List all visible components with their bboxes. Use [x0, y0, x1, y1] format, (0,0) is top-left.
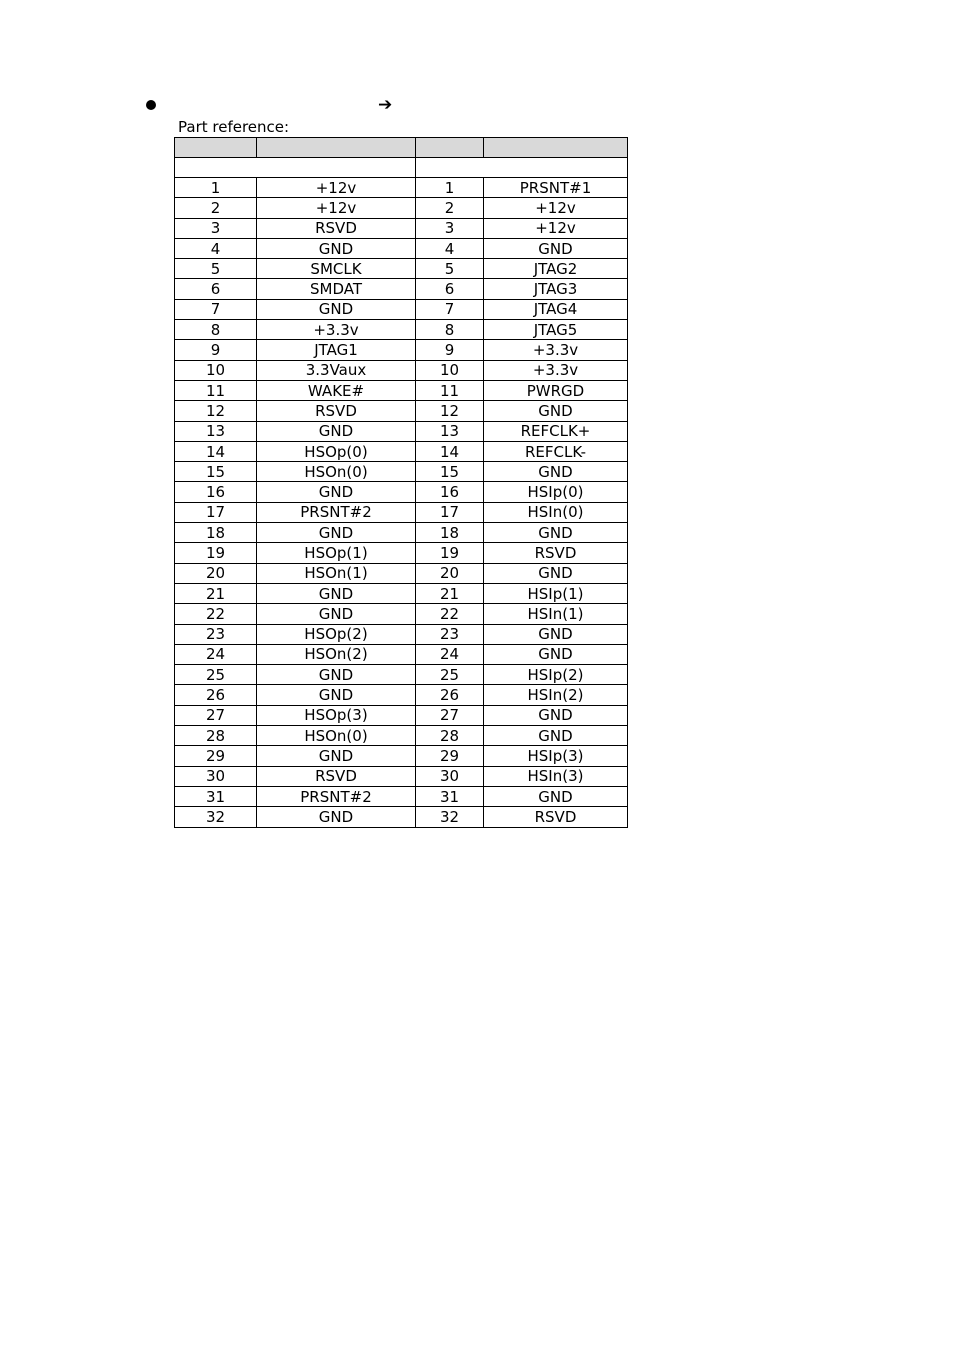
signal-name-b: GND	[484, 401, 628, 421]
pin-number-b: 23	[416, 624, 484, 644]
pin-number-a: 16	[175, 482, 257, 502]
pin-number-b: 1	[416, 178, 484, 198]
signal-name-a: HSOp(0)	[257, 441, 416, 461]
signal-name-b: GND	[484, 462, 628, 482]
signal-name-a: GND	[257, 604, 416, 624]
signal-name-b: JTAG5	[484, 320, 628, 340]
signal-name-b: JTAG4	[484, 299, 628, 319]
signal-name-a: +3.3v	[257, 320, 416, 340]
signal-name-a: SMCLK	[257, 259, 416, 279]
table-row	[175, 705, 628, 725]
pin-number-a: 14	[175, 441, 257, 461]
pin-number-a: 13	[175, 421, 257, 441]
signal-name-b: HSIn(2)	[484, 685, 628, 705]
signal-name-a: 3.3Vaux	[257, 360, 416, 380]
table-header-row	[175, 138, 628, 158]
pin-number-b: 17	[416, 502, 484, 522]
header-cell	[175, 138, 257, 158]
table-row	[175, 543, 628, 563]
pin-number-b: 4	[416, 238, 484, 258]
signal-name-a: HSOp(2)	[257, 624, 416, 644]
table-row	[175, 279, 628, 299]
signal-name-a: WAKE#	[257, 380, 416, 400]
signal-name-a: GND	[257, 685, 416, 705]
pin-table-body	[175, 138, 628, 828]
table-row	[175, 665, 628, 685]
pin-number-a: 24	[175, 644, 257, 664]
pin-number-a: 31	[175, 786, 257, 806]
signal-name-b: RSVD	[484, 807, 628, 827]
table-row	[175, 563, 628, 583]
signal-name-a: +12v	[257, 178, 416, 198]
pin-number-a: 26	[175, 685, 257, 705]
table-row	[175, 380, 628, 400]
signal-name-a: GND	[257, 482, 416, 502]
signal-name-b: +12v	[484, 198, 628, 218]
table-row	[175, 238, 628, 258]
pin-number-b: 25	[416, 665, 484, 685]
pin-number-a: 3	[175, 218, 257, 238]
pin-number-a: 20	[175, 563, 257, 583]
pin-number-a: 4	[175, 238, 257, 258]
table-row	[175, 624, 628, 644]
signal-name-a: GND	[257, 665, 416, 685]
signal-name-a: RSVD	[257, 401, 416, 421]
signal-name-a: GND	[257, 746, 416, 766]
bullet-icon	[146, 100, 156, 110]
pin-number-a: 25	[175, 665, 257, 685]
signal-name-a: GND	[257, 523, 416, 543]
signal-name-a: GND	[257, 238, 416, 258]
signal-name-b: HSIp(3)	[484, 746, 628, 766]
signal-name-a: GND	[257, 421, 416, 441]
signal-name-a: PRSNT#2	[257, 502, 416, 522]
pin-assignment-table	[174, 137, 628, 828]
pin-number-b: 28	[416, 726, 484, 746]
signal-name-b: HSIn(0)	[484, 502, 628, 522]
pin-number-b: 27	[416, 705, 484, 725]
table-row	[175, 259, 628, 279]
pin-number-a: 19	[175, 543, 257, 563]
pin-number-b: 13	[416, 421, 484, 441]
signal-name-b: GND	[484, 644, 628, 664]
signal-name-a: GND	[257, 299, 416, 319]
signal-name-b: GND	[484, 238, 628, 258]
header-cell	[257, 138, 416, 158]
signal-name-b: HSIp(0)	[484, 482, 628, 502]
arrow-right-icon: ➔	[378, 95, 393, 115]
signal-name-a: GND	[257, 807, 416, 827]
signal-name-b: HSIp(2)	[484, 665, 628, 685]
table-row	[175, 218, 628, 238]
pin-number-a: 8	[175, 320, 257, 340]
signal-name-b: RSVD	[484, 543, 628, 563]
table-row	[175, 299, 628, 319]
pin-number-b: 10	[416, 360, 484, 380]
pin-number-b: 6	[416, 279, 484, 299]
signal-name-b: GND	[484, 786, 628, 806]
signal-name-b: +3.3v	[484, 360, 628, 380]
signal-name-a: HSOn(0)	[257, 726, 416, 746]
header-cell	[416, 138, 484, 158]
signal-name-a: HSOn(1)	[257, 563, 416, 583]
pin-number-b: 2	[416, 198, 484, 218]
table-row	[175, 421, 628, 441]
pin-number-a: 6	[175, 279, 257, 299]
pin-number-b: 29	[416, 746, 484, 766]
pin-number-a: 15	[175, 462, 257, 482]
signal-name-a: GND	[257, 583, 416, 603]
signal-name-b: +3.3v	[484, 340, 628, 360]
table-blank-row	[175, 158, 628, 178]
signal-name-b: HSIp(1)	[484, 583, 628, 603]
table-row	[175, 340, 628, 360]
pin-number-b: 18	[416, 523, 484, 543]
pin-number-b: 3	[416, 218, 484, 238]
signal-name-b: REFCLK+	[484, 421, 628, 441]
signal-name-a: PRSNT#2	[257, 786, 416, 806]
table-row	[175, 644, 628, 664]
pin-number-b: 11	[416, 380, 484, 400]
table-row	[175, 523, 628, 543]
signal-name-b: GND	[484, 624, 628, 644]
pin-number-a: 21	[175, 583, 257, 603]
pin-number-a: 32	[175, 807, 257, 827]
signal-name-b: GND	[484, 523, 628, 543]
table-row	[175, 178, 628, 198]
signal-name-a: RSVD	[257, 766, 416, 786]
pin-number-b: 22	[416, 604, 484, 624]
table-row	[175, 360, 628, 380]
pin-number-b: 8	[416, 320, 484, 340]
pin-number-a: 28	[175, 726, 257, 746]
table-row	[175, 583, 628, 603]
table-row	[175, 502, 628, 522]
pin-number-a: 18	[175, 523, 257, 543]
table-row	[175, 198, 628, 218]
pin-number-b: 31	[416, 786, 484, 806]
pin-number-a: 7	[175, 299, 257, 319]
blank-cell	[175, 158, 416, 178]
pin-number-b: 32	[416, 807, 484, 827]
pin-number-b: 5	[416, 259, 484, 279]
pin-number-b: 14	[416, 441, 484, 461]
pin-number-a: 5	[175, 259, 257, 279]
table-row	[175, 685, 628, 705]
signal-name-b: HSIn(1)	[484, 604, 628, 624]
pin-number-a: 17	[175, 502, 257, 522]
pin-number-a: 30	[175, 766, 257, 786]
pin-number-b: 7	[416, 299, 484, 319]
signal-name-b: PRSNT#1	[484, 178, 628, 198]
header-cell	[484, 138, 628, 158]
pin-number-b: 15	[416, 462, 484, 482]
pin-number-b: 19	[416, 543, 484, 563]
pin-number-b: 24	[416, 644, 484, 664]
table-row	[175, 766, 628, 786]
pin-number-a: 9	[175, 340, 257, 360]
pin-number-a: 1	[175, 178, 257, 198]
signal-name-b: JTAG3	[484, 279, 628, 299]
pin-number-b: 12	[416, 401, 484, 421]
table-row	[175, 401, 628, 421]
pin-number-a: 27	[175, 705, 257, 725]
table-row	[175, 807, 628, 827]
signal-name-a: JTAG1	[257, 340, 416, 360]
signal-name-b: REFCLK-	[484, 441, 628, 461]
signal-name-a: HSOp(1)	[257, 543, 416, 563]
pin-number-a: 23	[175, 624, 257, 644]
pin-number-a: 10	[175, 360, 257, 380]
signal-name-a: +12v	[257, 198, 416, 218]
signal-name-a: HSOp(3)	[257, 705, 416, 725]
signal-name-b: GND	[484, 563, 628, 583]
table-row	[175, 462, 628, 482]
pin-number-b: 26	[416, 685, 484, 705]
pin-number-b: 20	[416, 563, 484, 583]
pin-number-a: 11	[175, 380, 257, 400]
signal-name-b: PWRGD	[484, 380, 628, 400]
signal-name-b: JTAG2	[484, 259, 628, 279]
table-row	[175, 320, 628, 340]
table-row	[175, 786, 628, 806]
signal-name-b: +12v	[484, 218, 628, 238]
part-reference-label: Part reference:	[178, 118, 290, 136]
signal-name-a: SMDAT	[257, 279, 416, 299]
signal-name-a: HSOn(2)	[257, 644, 416, 664]
pin-number-b: 30	[416, 766, 484, 786]
signal-name-a: RSVD	[257, 218, 416, 238]
pin-number-a: 2	[175, 198, 257, 218]
table-row	[175, 441, 628, 461]
pin-number-a: 22	[175, 604, 257, 624]
signal-name-b: GND	[484, 705, 628, 725]
table-row	[175, 726, 628, 746]
table-row	[175, 482, 628, 502]
pin-number-b: 9	[416, 340, 484, 360]
signal-name-a: HSOn(0)	[257, 462, 416, 482]
pin-number-b: 16	[416, 482, 484, 502]
pin-number-a: 29	[175, 746, 257, 766]
table-row	[175, 604, 628, 624]
pin-number-b: 21	[416, 583, 484, 603]
blank-cell	[416, 158, 628, 178]
table-row	[175, 746, 628, 766]
signal-name-b: HSIn(3)	[484, 766, 628, 786]
signal-name-b: GND	[484, 726, 628, 746]
pin-number-a: 12	[175, 401, 257, 421]
